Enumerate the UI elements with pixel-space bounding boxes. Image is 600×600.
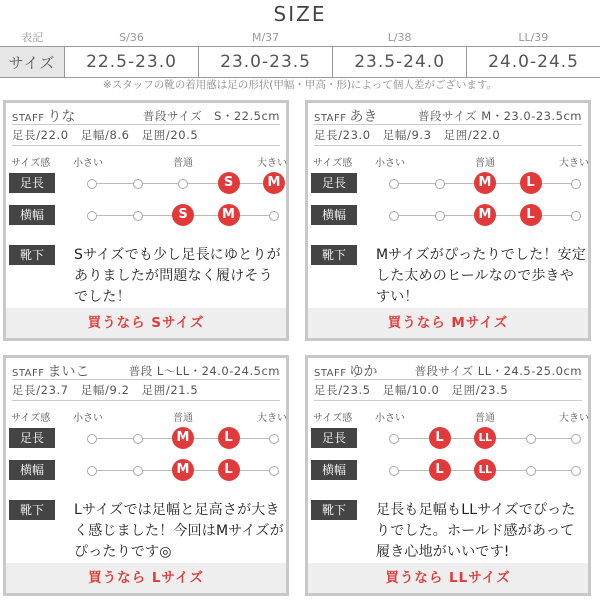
divider [12,145,280,146]
scale-section-label: サイズ感 [313,413,353,424]
scale-tick [87,466,97,476]
divider [12,400,280,401]
scale-tick [87,179,97,189]
size-marker: LL [474,427,496,449]
row-label-length: 足長 [311,173,357,193]
size-table-header-cell: S/36 [119,30,144,44]
staff-name: ゆか [349,364,378,380]
scale-tick [133,434,143,444]
usual-size: 普段サイズ LL・24.5-25.0cm [414,364,582,378]
staff-label: STAFF [12,368,45,379]
buy-recommendation: 買うなら Sサイズ [6,308,286,338]
scale-normal-label: 普通 [173,413,193,424]
size-table-header-cell: LL/39 [518,30,549,44]
scale-tick [389,466,399,476]
scale-tick [526,466,536,476]
scale-normal-label: 普通 [173,158,193,169]
scale-tick [389,434,399,444]
divider [314,379,582,380]
buy-recommendation: 買うなら LLサイズ [308,563,588,593]
scale-large-label: 大きい [559,413,589,424]
scale-section-label: サイズ感 [11,413,51,424]
size-title: SIZE [273,2,327,26]
staff-header [314,106,582,126]
size-table-cell: 24.0-24.5 [467,47,600,78]
scale-tick [269,434,279,444]
divider [314,145,582,146]
row-label-length: 足長 [311,428,357,448]
row-label-under: 靴下 [9,500,55,520]
size-table-header-row [0,28,600,47]
size-marker: M [172,459,194,481]
size-table-row [0,47,600,78]
scale-tick [133,211,143,221]
scale-header [313,154,589,170]
scale-tick [87,434,97,444]
size-table-cell: 23.5-24.0 [333,47,467,78]
size-table-cell: 22.5-23.0 [65,47,199,78]
scale-small-label: 小さい [73,158,103,169]
size-marker: M [474,172,496,194]
scale-tick [133,466,143,476]
size-marker: M [218,204,240,226]
row-label-width: 横幅 [311,460,357,480]
size-table-header-label: 表記 [21,31,44,44]
scale-tick [526,434,536,444]
staff-comment: Mサイズがぴったりでした！安定した太めのヒールなので歩きやすい！ [376,247,586,305]
usual-size: 普段サイズ S・22.5cm [142,109,280,123]
divider [12,124,280,125]
scale-section-label: サイズ感 [313,158,353,169]
scale-section-label: サイズ感 [11,158,51,169]
scale-tick [389,179,399,189]
foot-measures: 足長/23.7 足幅/9.2 足囲/21.5 [12,383,199,397]
size-table-header-cell: L/38 [387,30,412,44]
scale-small-label: 小さい [375,413,405,424]
staff-header [314,361,582,381]
scale-large-label: 大きい [559,158,589,169]
staff-label: STAFF [314,368,347,379]
scale-tick [571,466,581,476]
scale-small-label: 小さい [73,413,103,424]
size-marker: L [218,459,240,481]
staff-card [3,100,289,341]
scale-tick [571,211,581,221]
staff-comment: 足長も足幅もLLサイズでぴったりでした。ホールド感があって履き心地がいいです! [376,502,576,560]
staff-card [305,355,591,596]
staff-comment: Sサイズでも少し足長にゆとりがありましたが問題なく履けそうでした！ [74,247,281,305]
size-marker: L [520,172,542,194]
size-marker: S [218,172,240,194]
size-marker: M [474,204,496,226]
row-label-under: 靴下 [311,245,357,265]
staff-label: STAFF [314,113,347,124]
usual-size: 普段サイズ M・23.0-23.5cm [417,109,582,123]
divider [12,379,280,380]
size-marker: S [172,204,194,226]
foot-measures: 足長/23.0 足幅/9.3 足囲/22.0 [314,128,501,142]
divider [314,124,582,125]
scale-tick [178,179,188,189]
scale-large-label: 大きい [257,158,287,169]
staff-name: あき [349,109,378,125]
row-label-under: 靴下 [311,500,357,520]
scale-tick [571,434,581,444]
row-label-width: 横幅 [311,205,357,225]
size-marker: LL [474,459,496,481]
staff-header [12,361,280,381]
size-table-cell: 23.0-23.5 [199,47,333,78]
scale-tick [87,211,97,221]
row-label-under: 靴下 [9,245,55,265]
scale-tick [571,179,581,189]
size-marker: L [520,204,542,226]
size-marker: L [218,427,240,449]
size-table-header-cell: M/37 [251,30,280,44]
size-marker: M [172,427,194,449]
staff-header [12,106,280,126]
foot-measures: 足長/23.5 足幅/10.0 足囲/23.5 [314,383,509,397]
staff-comment: Lサイズでは足幅と足高さが大きく感じました！今回はMサイズがぴったりです◎ [74,502,284,560]
size-marker: L [429,427,451,449]
scale-normal-label: 普通 [475,413,495,424]
size-table-row-label: サイズ [0,47,65,78]
row-label-length: 足長 [9,173,55,193]
row-label-width: 横幅 [9,460,55,480]
scale-header [11,409,287,425]
staff-name: まいこ [47,364,90,380]
scale-tick [133,179,143,189]
scale-tick [435,179,445,189]
buy-recommendation: 買うなら Lサイズ [6,563,286,593]
scale-header [11,154,287,170]
scale-header [313,409,589,425]
size-marker: L [429,459,451,481]
foot-measures: 足長/22.0 足幅/8.6 足囲/20.5 [12,128,199,142]
row-label-length: 足長 [9,428,55,448]
buy-recommendation: 買うなら Mサイズ [308,308,588,338]
staff-label: STAFF [12,113,45,124]
divider [314,400,582,401]
scale-tick [269,211,279,221]
scale-tick [389,211,399,221]
scale-tick [269,466,279,476]
scale-tick [435,211,445,221]
size-marker: M [263,172,285,194]
size-table [0,28,600,78]
scale-large-label: 大きい [257,413,287,424]
usual-size: 普段 L〜LL・24.0-24.5cm [128,364,280,378]
scale-normal-label: 普通 [475,158,495,169]
staff-card [3,355,289,596]
row-label-width: 横幅 [9,205,55,225]
staff-card [305,100,591,341]
staff-name: りな [47,109,76,125]
fit-note: ※スタッフの靴の着用感は足の形状(甲幅・甲高・形)によって個人差がございます。 [102,79,498,91]
scale-small-label: 小さい [375,158,405,169]
